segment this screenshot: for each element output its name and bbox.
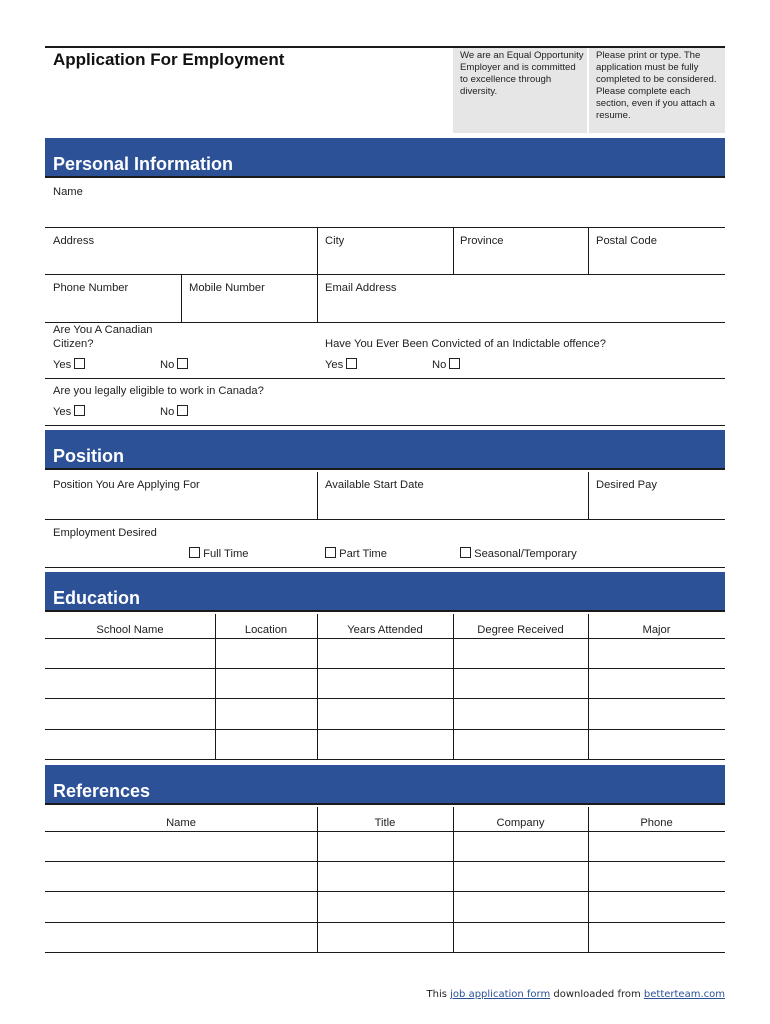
col-school-name: School Name [96,624,164,636]
mobile-label: Mobile Number [189,282,265,294]
convicted-yes-option[interactable] [325,358,357,371]
col-ref-phone: Phone [640,817,673,829]
divider [317,275,318,322]
option-label: No [160,359,175,371]
divider [317,472,318,519]
mobile-field[interactable] [182,275,317,322]
col-location: Location [244,624,288,636]
citizen-no-option[interactable] [160,358,188,371]
divider [588,472,589,519]
position-applying-field[interactable] [45,472,317,519]
postal-code-label: Postal Code [596,235,657,247]
name-label: Name [53,186,83,198]
section-heading: Personal Information [53,154,234,174]
citizen-question: Are You A Canadian Citizen? [53,324,153,350]
option-label: Yes [53,406,72,418]
footer-middle: downloaded from [553,989,641,1000]
postal-code-field[interactable] [589,228,725,274]
section-heading: References [53,781,151,801]
col-ref-title: Title [374,817,396,829]
col-years-attended: Years Attended [347,624,423,636]
divider [45,952,725,953]
eligible-question: Are you legally eligible to work in Canada? [53,385,264,397]
divider [588,228,589,274]
col-degree-received: Degree Received [477,624,564,636]
name-field[interactable] [45,180,725,226]
convicted-question: Have You Ever Been Convicted of an Indictable offence? [325,338,606,350]
desired-pay-field[interactable] [589,472,725,519]
part-time-option[interactable] [325,547,387,560]
divider [45,567,725,568]
section-education [45,572,725,612]
employment-desired-label: Employment Desired [53,527,157,539]
checkbox[interactable] [346,358,357,369]
job-application-form-link[interactable]: job application form [450,989,551,1000]
col-major: Major [642,624,671,636]
references-table-rows[interactable] [45,832,725,952]
checkbox[interactable] [177,405,188,416]
footer-prefix: This [426,989,447,1000]
city-label: City [325,235,345,247]
checkbox[interactable] [74,358,85,369]
position-applying-label: Position You Are Applying For [53,479,200,491]
citizen-yes-option[interactable] [53,358,85,371]
divider [45,378,725,379]
option-label: Yes [325,359,344,371]
eligible-no-option[interactable] [160,405,188,418]
equal-opportunity-note: We are an Equal Opportunity Employer and is committed to excellence through diversity. [460,50,584,97]
footer [427,989,725,1000]
start-date-field[interactable] [318,472,588,519]
checkbox[interactable] [325,547,336,558]
divider [317,228,318,274]
province-label: Province [460,235,504,247]
option-label: Seasonal/Temporary [474,548,577,560]
divider [45,759,725,760]
divider [453,228,454,274]
checkbox[interactable] [189,547,200,558]
divider [45,425,725,426]
checkbox[interactable] [449,358,460,369]
option-label: Part Time [339,548,387,560]
eligible-yes-option[interactable] [53,405,85,418]
section-heading: Position [53,446,124,466]
email-label: Email Address [325,282,397,294]
betterteam-link[interactable]: betterteam.com [643,989,725,1000]
page-title: Application For Employment [53,50,285,69]
email-field[interactable] [318,275,725,322]
option-label: Yes [53,359,72,371]
section-references [45,765,725,805]
full-time-option[interactable] [189,547,249,560]
divider [181,275,182,322]
option-label: No [432,359,447,371]
city-field[interactable] [318,228,453,274]
col-ref-company: Company [496,817,545,829]
option-label: No [160,406,175,418]
col-ref-name: Name [166,817,196,829]
phone-field[interactable] [45,275,181,322]
instructions-note: Please print or type. The application must be fully completed to be considered. Please complete each section, even if you attach a resume. [596,50,717,121]
divider [45,519,725,520]
start-date-label: Available Start Date [325,479,424,491]
section-position [45,430,725,470]
education-table-rows[interactable] [45,639,725,759]
address-field[interactable] [45,228,317,274]
desired-pay-label: Desired Pay [596,479,657,491]
checkbox[interactable] [177,358,188,369]
checkbox[interactable] [460,547,471,558]
option-label: Full Time [203,548,249,560]
section-heading: Education [53,588,141,608]
phone-label: Phone Number [53,282,129,294]
province-field[interactable] [454,228,588,274]
seasonal-option[interactable] [460,547,577,560]
checkbox[interactable] [74,405,85,416]
address-label: Address [53,235,95,247]
section-personal-information [45,138,725,178]
convicted-no-option[interactable] [432,358,460,371]
